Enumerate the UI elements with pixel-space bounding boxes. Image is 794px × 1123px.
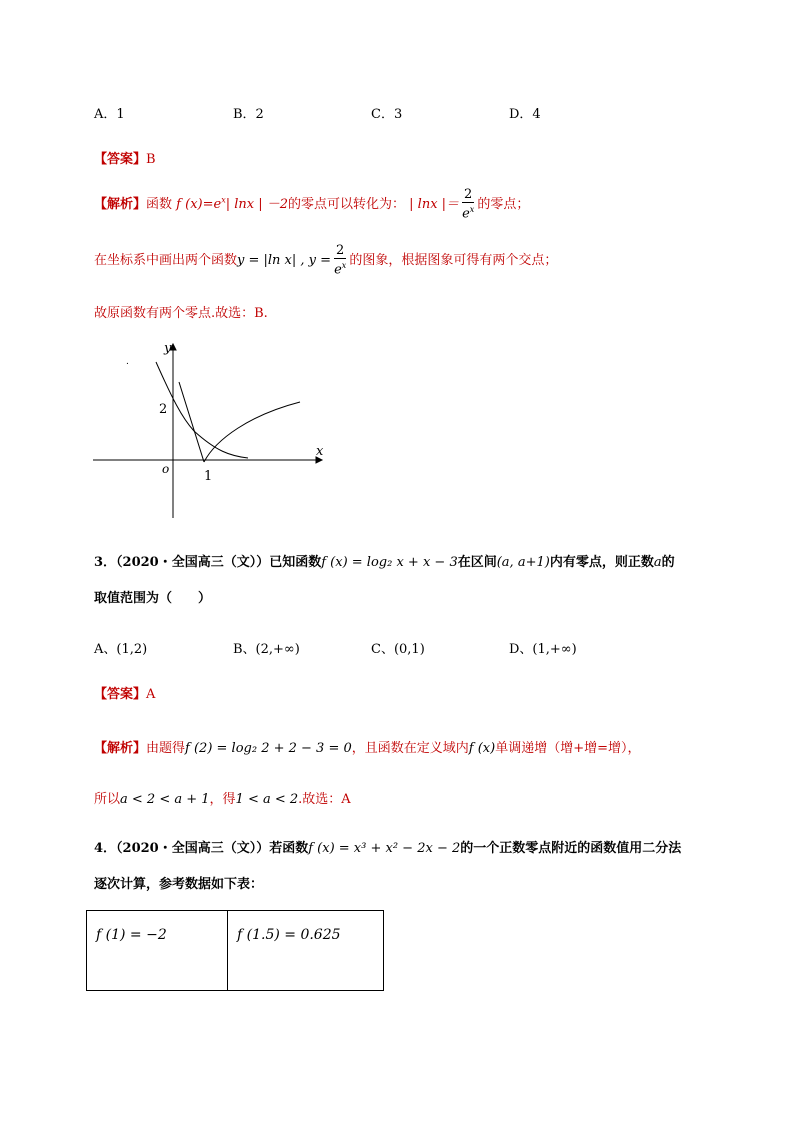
q3-answer-line [94,683,155,702]
answer-value: A [146,687,156,702]
analysis-tag: 【解析】 [94,197,147,213]
answer-tag: 【答案】 [94,687,147,702]
q3-option-b: B、(2,+∞) [233,642,300,657]
fraction: $\frac{2}{e^x}$ [462,187,475,222]
ln-curve-left [179,382,204,462]
q3-option-d: D、(1,+∞) [509,642,577,657]
option-d: D．4 [509,107,541,122]
question-4-stem-line-1: 4．（2020・全国高三（文））若函数f (x) = x³ + x² − 2x − 2的一个正数零点附近的函数值用二分法 [94,841,682,856]
q3-option-a: A、(1,2) [94,642,148,657]
x-axis-label: x [316,444,324,459]
formula: f (x) [468,741,496,756]
answer-value: B [146,152,156,167]
formula: a < 2 < a + 1 [120,792,210,807]
formula: f $(x)=e^x|$ lnx | －2 [176,195,288,213]
table-cell: f (1) = −2 [87,911,228,991]
answer-tag: 【答案】 [94,152,147,167]
exp-curve [156,362,248,458]
table-row [87,911,384,991]
option-b: B．2 [233,107,264,122]
analysis-text: 在坐标系中画出两个函数 [94,253,238,269]
analysis-text: 的零点可以转化为： [288,197,406,213]
question-3-stem-line-1: 3．（2020・全国高三（文））已知函数f (x) = log₂ x + x − 3在区间(a, a+1)内有零点，则正数a的 [94,555,675,570]
q3-analysis-line-2: 所以a < 2 < a + 1，得1 < a < 2.故选：A [94,792,351,807]
analysis-text: 函数 [146,197,173,213]
ln-curve-right [204,402,300,462]
function-graph [90,338,340,523]
formula: | lnx |＝ [409,197,460,213]
analysis-tag: 【解析】 [94,741,147,756]
question-4-stem-line-2: 逐次计算，参考数据如下表： [94,877,264,892]
formula: a [653,555,662,570]
analysis-line-2 [94,244,557,277]
question-3-stem-line-2: 取值范围为（ ） [94,591,212,606]
formula: (a, a+1) [496,555,550,570]
fraction: $\frac{2}{e^x}$ [334,243,347,278]
analysis-text: 的图象，根据图象可得有两个交点； [349,253,558,269]
stray-mark: . [126,357,129,367]
analysis-line-1 [94,188,529,221]
table-cell: f (1.5) = 0.625 [228,911,384,991]
origin-label: o [162,462,170,476]
q3-option-c: C、(0,1) [371,642,425,657]
y-tick-label: 2 [159,402,168,417]
formula: f (x) = x³ + x² − 2x − 2 [308,841,461,856]
formula: y = |ln x| , y = [237,253,332,269]
analysis-line-3: 故原函数有两个零点.故选：B. [94,306,268,321]
reference-data-table [86,910,384,991]
option-a: A．1 [94,107,125,122]
q3-analysis-line-1: 【解析】由题得f (2) = log₂ 2 + 2 − 3 = 0，且函数在定义域内f (x)单调递增（增+增=增）， [94,741,641,756]
formula: f (x) = log₂ x + x − 3 [321,555,458,570]
formula: 1 < a < 2 [235,792,299,807]
x-tick-label: 1 [204,469,213,484]
analysis-text: 的零点； [477,197,530,213]
option-c: C．3 [371,107,403,122]
y-axis-label: y [164,341,172,356]
answer-line [94,148,156,167]
formula: f (2) = log₂ 2 + 2 − 3 = 0 [185,741,352,756]
